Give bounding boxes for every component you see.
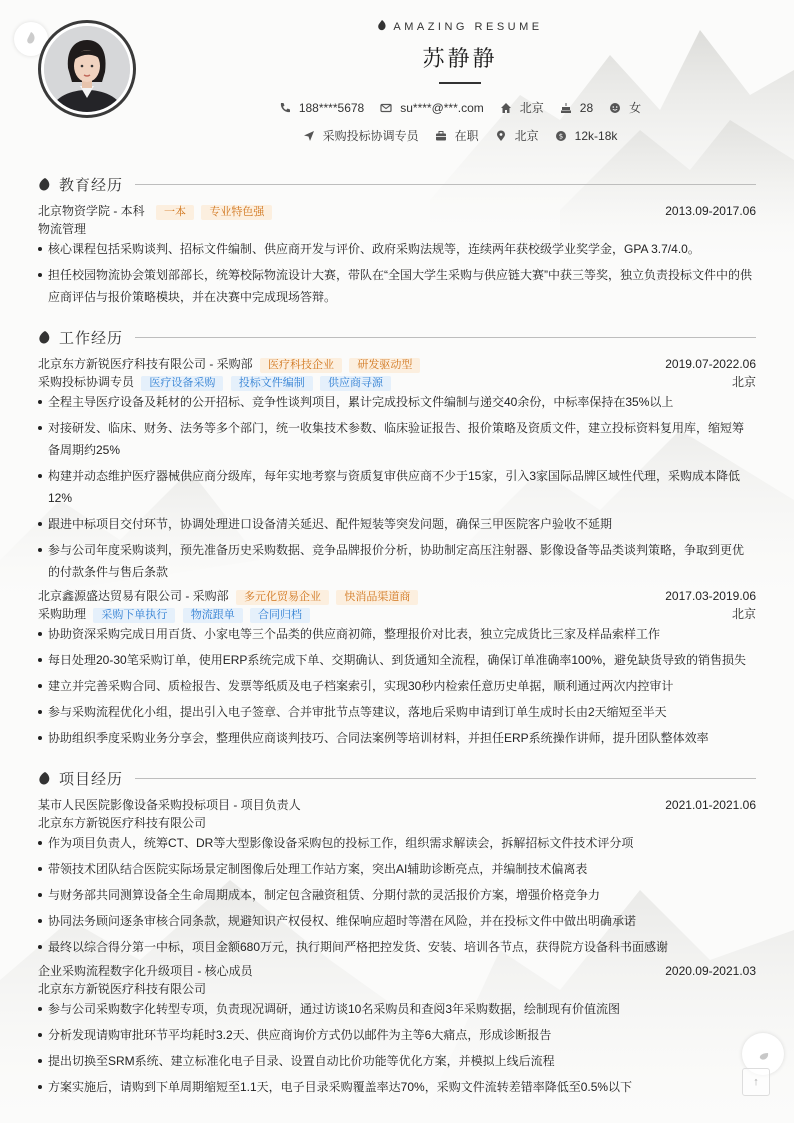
contact-info-row — [0, 99, 794, 116]
role-tag: 采购下单执行 — [93, 608, 175, 623]
role-tag: 供应商寻源 — [320, 376, 391, 391]
school-name: 北京物资学院 - 本科 — [38, 204, 145, 218]
job-bullet: 构建并动态维护医疗器械供应商分级库，每年实地考察与资质复审供应商不少于15家，引入3家国际品牌区域性代理，采购成本降低 — [38, 465, 756, 487]
role-tag: 合同归档 — [250, 608, 310, 623]
section-divider — [135, 337, 756, 338]
job-company-row — [38, 356, 756, 373]
company-tag: 研发驱动型 — [349, 358, 420, 373]
face-icon — [609, 102, 621, 114]
salary-icon — [555, 130, 567, 142]
job-bullet: 对接研发、临床、财务、法务等多个部门，统一收集技术参数、临床验证报告、报价策略及资质文件，建立投标资料复用库，缩短筹 — [38, 417, 756, 439]
job-role-row — [38, 374, 756, 391]
job-role-row — [38, 606, 756, 623]
contact-gender: 女 — [609, 99, 641, 116]
project-bullet: 带领技术团队结合医院实际场景定制图像后处理工作站方案，突出AI辅助诊断亮点，并编制技术偏离表 — [38, 858, 756, 880]
job-bullet: 协助组织季度采购业务分享会，整理供应商谈判技巧、合同法案例等培训材料，并担任ERP系统操作讲师，提升团队整体效率 — [38, 727, 756, 749]
job-bullet-continued: 备周期约25% — [48, 443, 121, 457]
candidate-name: 苏静静 — [422, 46, 498, 71]
project-bullet: 作为项目负责人，统筹CT、DR等大型影像设备采购包的投标工作，组织需求解读会，拆解招标文件技术评分项 — [38, 832, 756, 854]
job-bullet: 跟进中标项目交付环节，协调处理进口设备清关延迟、配件短装等突发问题，确保三甲医院客户验收不延期 — [38, 513, 756, 535]
education-school-row — [38, 203, 756, 220]
job-bullet: 参与公司年度采购谈判，预先准备历史采购数据、竞争品牌报价分析，协助制定高压注射器、影像设备等品类谈判策略，争取到更优 — [38, 539, 756, 561]
cake-icon — [560, 102, 572, 114]
back-to-top-button[interactable]: ↑ — [742, 1068, 770, 1096]
job-intent-row — [0, 127, 794, 144]
project-name-row — [38, 963, 756, 979]
education-bullet-continued: 应商评估与报价策略模块，并在决赛中完成现场答辩。 — [48, 290, 337, 304]
school-tag: 专业特色强 — [201, 205, 272, 220]
project-org: 北京东方新锐医疗科技有限公司 — [38, 982, 207, 996]
project-bullet: 与财务部共同测算设备全生命周期成本，制定包含融资租赁、分期付款的灵活报价方案，增强价格竞争力 — [38, 884, 756, 906]
section-header-education: 教育经历 — [38, 174, 756, 194]
job-date: 2019.07-2022.06 — [665, 357, 756, 371]
job-company: 北京鑫源盛达贸易有限公司 - 采购部 — [38, 589, 229, 603]
mail-icon — [380, 102, 392, 114]
company-tag: 多元化贸易企业 — [236, 590, 329, 605]
job-bullet-continued: 12% — [48, 491, 73, 505]
role-tag: 投标文件编制 — [231, 376, 313, 391]
briefcase-icon — [435, 130, 447, 142]
project-name: 企业采购流程数字化升级项目 - 核心成员 — [38, 964, 253, 978]
send-icon — [303, 130, 315, 142]
contact-city: 北京 — [500, 99, 544, 116]
project-bullet: 提出切换至SRM系统、建立标准化电子目录、设置自动比价功能等优化方案，并模拟上线后流程 — [38, 1050, 756, 1072]
job-role: 采购投标协调专员 — [38, 375, 135, 389]
contact-age: 28 — [560, 99, 593, 116]
resume-tagline: AMAZING RESUME — [0, 20, 794, 33]
name-underline — [439, 82, 481, 84]
job-bullet: 每日处理20-30笔采购订单，使用ERP系统完成下单、交期确认、到货通知全流程，确保订单准确率100%，避免缺货导致的销售损失 — [38, 649, 756, 671]
intent-city: 北京 — [495, 127, 539, 144]
project-org: 北京东方新锐医疗科技有限公司 — [38, 816, 207, 830]
job-company: 北京东方新锐医疗科技有限公司 - 采购部 — [38, 357, 253, 371]
project-bullet: 方案实施后，请购到下单周期缩短至1.1天，电子目录采购覆盖率达70%，采购文件流转差错率降低至0.5%以下 — [38, 1076, 756, 1098]
location-icon — [495, 130, 507, 142]
section-header-projects: 项目经历 — [38, 768, 756, 788]
job-city: 北京 — [731, 375, 756, 389]
intent-salary: $ 12k-18k — [555, 127, 618, 144]
project-bullet: 协同法务顾问逐条审核合同条款，规避知识产权侵权、维保响应超时等潜在风险，并在投标文件中做出明确承诺 — [38, 910, 756, 932]
contact-phone: 188****5678 — [279, 99, 364, 116]
project-date: 2020.09-2021.03 — [665, 964, 756, 978]
project-bullet: 参与公司采购数字化转型专项，负责现况调研，通过访谈10名采购员和查阅3年采购数据，绘制现有价值流图 — [38, 998, 756, 1020]
job-city: 北京 — [731, 607, 756, 621]
svg-text:$: $ — [558, 132, 563, 140]
project-bullet: 分析发现请购审批环节平均耗时3.2天、供应商询价方式仍以邮件为主等6大痛点，形成诊断报告 — [38, 1024, 756, 1046]
section-header-work: 工作经历 — [38, 327, 756, 347]
phone-icon — [279, 102, 291, 114]
role-tag: 物流跟单 — [183, 608, 243, 623]
project-date: 2021.01-2021.06 — [665, 798, 756, 812]
role-tag: 医疗设备采购 — [141, 376, 223, 391]
job-date: 2017.03-2019.06 — [665, 589, 756, 603]
education-bullet: 核心课程包括采购谈判、招标文件编制、供应商开发与评价、政府采购法规等，连续两年获校级学业奖学金，GPA 3.7/4.0。 — [38, 238, 756, 260]
home-icon — [500, 102, 512, 114]
job-role: 采购助理 — [38, 607, 87, 621]
job-bullet: 协助资深采购完成日用百货、小家电等三个品类的供应商初筛，整理报价对比表，独立完成货比三家及样品索样工作 — [38, 623, 756, 645]
section-divider — [135, 184, 756, 185]
job-bullet: 全程主导医疗设备及耗材的公开招标、竞争性谈判项目，累计完成投标文件编制与递交40余份，中标率保持在35%以上 — [38, 391, 756, 413]
ink-drop-icon — [38, 178, 51, 191]
job-company-row — [38, 588, 756, 605]
education-date: 2013.09-2017.06 — [665, 204, 756, 218]
company-tag: 医疗科技企业 — [260, 358, 342, 373]
company-tag: 快消品渠道商 — [336, 590, 418, 605]
education-major: 物流管理 — [38, 222, 87, 236]
intent-position: 采购投标协调专员 — [303, 127, 419, 144]
ink-drop-icon — [38, 772, 51, 785]
ink-drop-icon — [38, 331, 51, 344]
project-bullet: 最终以综合得分第一中标，项目金额680万元，执行期间严格把控发货、安装、培训各节点，获得院方设备科书面感谢 — [38, 936, 756, 958]
section-divider — [135, 778, 756, 779]
project-name: 某市人民医院影像设备采购投标项目 - 项目负责人 — [38, 798, 301, 812]
job-bullet: 建立并完善采购合同、质检报告、发票等纸质及电子档案索引，实现30秒内检索任意历史单据，顺利通过两次内控审计 — [38, 675, 756, 697]
intent-status: 在职 — [435, 127, 479, 144]
ink-drop-icon — [377, 20, 387, 31]
education-bullet: 担任校园物流协会策划部部长，统筹校际物流设计大赛，带队在“全国大学生采购与供应链大赛”中获三等奖，独立负责投标文件中的供 — [38, 264, 756, 286]
job-bullet: 参与采购流程优化小组，提出引入电子签章、合并审批节点等建议，落地后采购申请到订单生成时长由2天缩短至半天 — [38, 701, 756, 723]
project-name-row — [38, 797, 756, 813]
school-tag: 一本 — [156, 205, 194, 220]
contact-email: su****@***.com — [380, 99, 484, 116]
job-bullet-continued: 的付款条件与售后条款 — [48, 565, 169, 579]
